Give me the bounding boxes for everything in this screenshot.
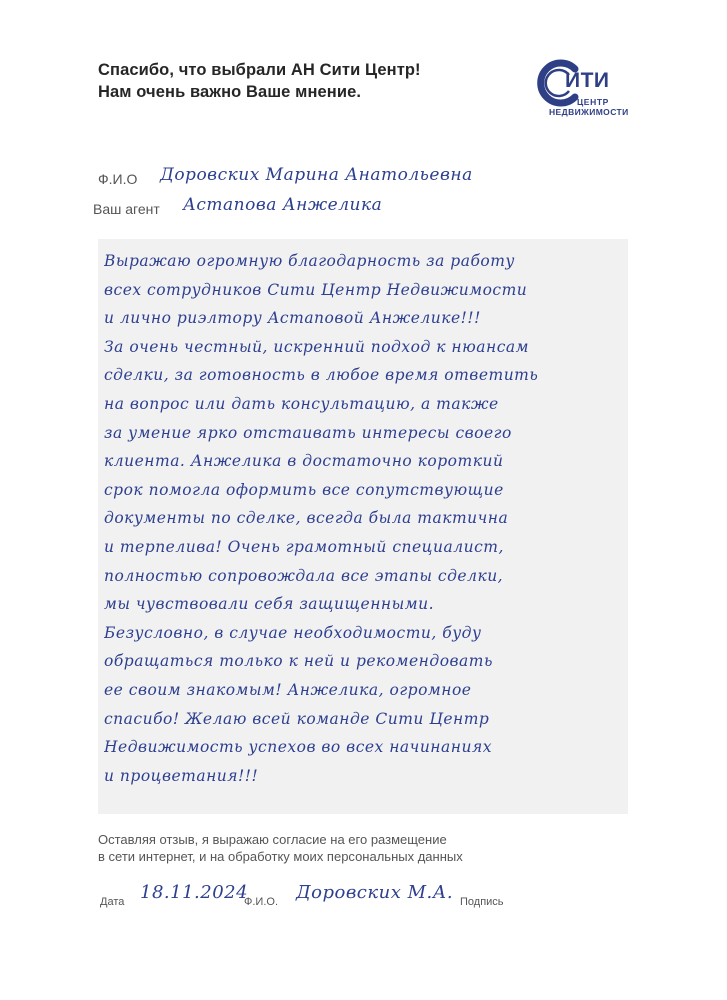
header-opinion-line: Нам очень важно Ваше мнение. bbox=[98, 83, 362, 101]
review-line: мы чувствовали себя защищенными. bbox=[104, 595, 435, 614]
date-handwritten-value: 18.11.2024 bbox=[140, 882, 249, 903]
review-line: за умение ярко отстаивать интересы своего bbox=[104, 423, 512, 442]
review-line: и лично риэлтору Астаповой Анжелике!!! bbox=[104, 309, 481, 328]
review-line: на вопрос или дать консультацию, а также bbox=[104, 395, 499, 413]
review-line: Недвижимость успехов во всех начинаниях bbox=[104, 738, 492, 757]
logo-sub-realty: НЕДВИЖИМОСТИ bbox=[549, 107, 629, 117]
footer-fio-label: Ф.И.О. bbox=[244, 896, 278, 908]
fio-handwritten-value: Доровских Марина Анатольевна bbox=[160, 165, 473, 185]
consent-text-line-1: Оставляя отзыв, я выражаю согласие на его размещение bbox=[98, 832, 447, 847]
review-line: ее своим знакомым! Анжелика, огромное bbox=[104, 681, 472, 699]
review-line: Выражаю огромную благодарность за работу bbox=[104, 252, 515, 270]
review-line: всех сотрудников Сити Центр Недвижимости bbox=[104, 280, 528, 299]
footer-fio-handwritten-value: Доровских М.А. bbox=[296, 882, 454, 903]
review-line: обращаться только к ней и рекомендовать bbox=[104, 652, 493, 671]
company-logo bbox=[525, 57, 637, 119]
agent-handwritten-value: Астапова Анжелика bbox=[183, 195, 383, 215]
review-line: Безусловно, в случае необходимости, буду bbox=[104, 623, 482, 642]
fio-label: Ф.И.О bbox=[98, 171, 138, 187]
signature-label: Подпись bbox=[460, 896, 504, 908]
review-line: За очень честный, искренний подход к нюансам bbox=[104, 337, 529, 356]
review-line: и процветания!!! bbox=[104, 766, 259, 785]
review-line: документы по сделке, всегда была тактична bbox=[104, 509, 509, 528]
review-line: полностью сопровождала все этапы сделки, bbox=[104, 566, 504, 585]
review-line: сделки, за готовность в любое время ответить bbox=[104, 366, 539, 385]
review-line: срок помогла оформить все сопутствующие bbox=[104, 480, 504, 499]
review-line: клиента. Анжелика в достаточно короткий bbox=[104, 452, 504, 471]
agent-label: Ваш агент bbox=[93, 201, 160, 217]
logo-word: ИТИ bbox=[565, 69, 610, 92]
consent-text-line-2: в сети интернет, и на обработку моих персональных данных bbox=[98, 849, 463, 864]
logo-sub-centre: ЦЕНТР bbox=[577, 97, 609, 107]
review-line: спасибо! Желаю всей команде Сити Центр bbox=[104, 709, 490, 728]
date-label: Дата bbox=[100, 896, 125, 908]
header-thanks-line: Спасибо, что выбрали АН Сити Центр! bbox=[98, 61, 421, 79]
review-line: и терпелива! Очень грамотный специалист, bbox=[104, 538, 504, 556]
